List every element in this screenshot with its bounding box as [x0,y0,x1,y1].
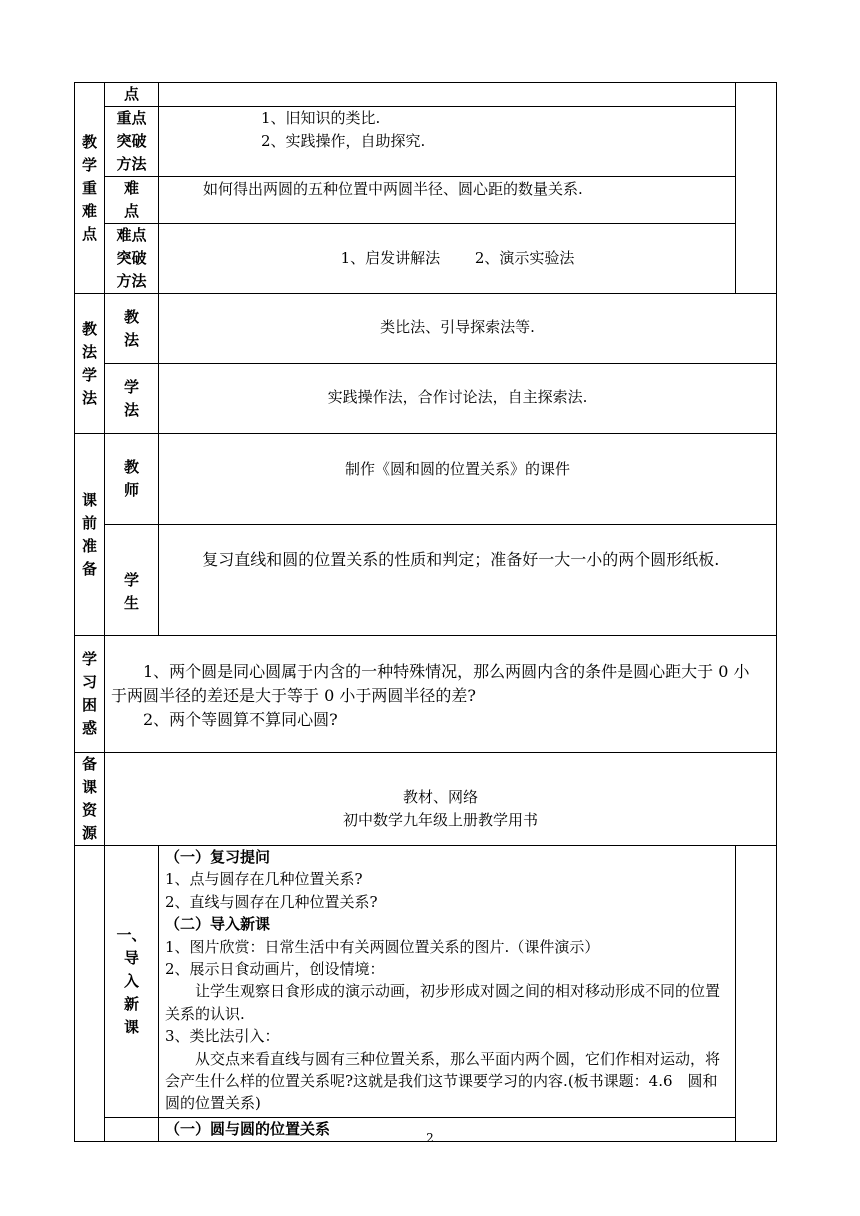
section-label-difficulty: 教 学 重 难 点 [75,83,105,294]
section-label-resources: 备 课 资 源 [75,753,105,846]
key-methods: 1、旧知识的类比. 2、实践操作，自助探究. [159,107,736,177]
margin-cell-left-intro [75,846,105,1142]
page-number: 2 [426,1131,434,1145]
teacher-prep-text: 制作《圆和圆的位置关系》的课件 [159,434,777,525]
difficulty-method-label: 难点 突破 方法 [105,224,159,294]
resources-text: 教材、网络 初中数学九年级上册教学用书 [105,753,777,846]
student-prep-text: 复习直线和圆的位置关系的性质和判定；准备好一大一小的两个圆形纸板. [159,525,777,636]
section-label-prep: 课 前 准 备 [75,434,105,636]
margin-cell-right-intro [736,846,777,1142]
teach-method-text: 类比法、引导探索法等. [159,294,777,364]
difficulty-label: 难 点 [105,177,159,224]
learn-method-label: 学 法 [105,364,159,434]
section-label-intro: 一、 导 入 新 课 [105,846,159,1118]
confusion-text: 1、两个圆是同心圆属于内含的一种特殊情况，那么两圆内含的条件是圆心距大于 0 小于两圆半径的差还是大于等于 0 小于两圆半径的差? 2、两个等圆算不算同心圆? [105,636,777,753]
key-method-label: 重点 突破 方法 [105,107,159,177]
next-section-heading: （一）圆与圆的位置关系 [159,1118,736,1142]
section-label-confusion: 学 习 困 惑 [75,636,105,753]
section-label-methods: 教 法 学 法 [75,294,105,434]
intro-content: （一）复习提问 1、点与圆存在几种位置关系? 2、直线与圆存在几种位置关系? （二）导入新课 1、图片欣赏：日常生活中有关两圆位置关系的图片.（课件演示） 2、展示日食动画片，创设情境： 让学生观察日食形成的演示动画，初步形成对圆之间的相对移动形成不同的位置关系的认识. 3、类比法引入： 从交点来看直线与圆有三种位置关系，那么平面内两个圆，它们作相对运动，将会产生什么样的位置关系呢?这就是我们这节课要学习的内容.(板书课题：4.6 圆和圆的位置关系) [159,846,736,1118]
lesson-plan-table [74,82,777,1142]
teach-method-label: 教 法 [105,294,159,364]
top-cell-label: 点 [105,83,159,107]
top-cell-content [159,83,736,107]
difficulty-text: 如何得出两圆的五种位置中两圆半径、圆心距的数量关系. [159,177,736,224]
teacher-prep-label: 教 师 [105,434,159,525]
difficulty-methods: 1、启发讲解法 2、演示实验法 [159,224,777,294]
student-prep-label: 学 生 [105,525,159,636]
learn-method-text: 实践操作法，合作讨论法，自主探索法. [159,364,777,434]
